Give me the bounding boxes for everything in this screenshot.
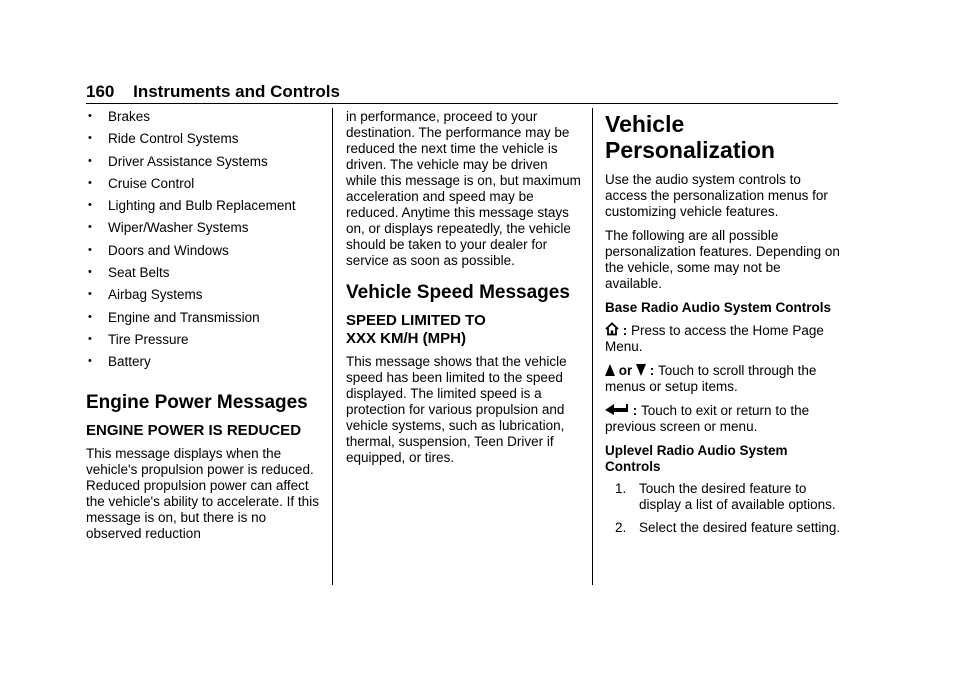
list-item: • Engine and Transmission <box>86 310 322 332</box>
list-item: • Airbag Systems <box>86 287 322 309</box>
back-control-text: Touch to exit or return to the previous screen or menu. <box>605 403 810 434</box>
list-item <box>605 481 841 513</box>
column-1 <box>86 109 322 550</box>
personalization-title <box>605 111 841 163</box>
scroll-control-text: Touch to scroll through the menus or setup items. <box>605 363 817 394</box>
scroll-control: or : Touch to scroll through the menus or setup items. <box>605 363 817 394</box>
list-item: • Cruise Control <box>86 176 322 198</box>
down-arrow-icon <box>636 363 646 379</box>
page-number: 160 <box>86 82 115 101</box>
step-number: 2. <box>615 520 627 535</box>
speed-messages-heading: Vehicle Speed Messages <box>346 282 570 303</box>
list-item: • Ride Control Systems <box>86 131 322 153</box>
speed-limited-subheading-line1: SPEED LIMITED TO <box>346 312 486 329</box>
list-item: • Wiper/Washer Systems <box>86 220 322 242</box>
uplevel-radio-label: Uplevel Radio Audio System Controls <box>605 443 788 474</box>
page-header <box>86 82 838 104</box>
home-control-text: Press to access the Home Page Menu. <box>605 323 824 354</box>
home-control: : Press to access the Home Page Menu. <box>605 323 824 354</box>
home-icon <box>605 322 619 339</box>
step-number: 1. <box>615 481 627 496</box>
column-divider-1 <box>332 108 333 585</box>
list-item: • Driver Assistance Systems <box>86 154 322 176</box>
engine-power-text: This message displays when the vehicle's propulsion power is reduced. Reduced propulsion power can affect the vehicle's ability to accelerate. If this message is on, but there is no observed reduction <box>86 445 319 541</box>
list-item: • Seat Belts <box>86 265 322 287</box>
section-title: Instruments and Controls <box>133 82 340 101</box>
base-radio-label: Base Radio Audio System Controls <box>605 300 832 315</box>
speed-limited-text: This message shows that the vehicle speed has been limited to the speed displayed. The limited speed is a protection for various propulsion and vehicle systems, such as lubrication, thermal, suspension, Teen Driver if equipped, or tires. <box>346 354 567 465</box>
engine-power-subheading: ENGINE POWER IS REDUCED <box>86 421 302 439</box>
system-list <box>86 109 322 377</box>
list-item: • Lighting and Bulb Replacement <box>86 198 322 220</box>
back-control: : Touch to exit or return to the previous screen or menu. <box>605 403 810 434</box>
uplevel-steps <box>605 481 841 536</box>
column-3 <box>605 109 841 543</box>
engine-power-heading: Engine Power Messages <box>86 391 308 413</box>
column-divider-2 <box>592 108 593 585</box>
list-item: • Doors and Windows <box>86 243 322 265</box>
up-arrow-icon <box>605 363 615 379</box>
personalization-availability: The following are all possible personalization features. Depending on the vehicle, some may not be available. <box>605 228 840 291</box>
list-item: • Battery <box>86 354 322 376</box>
personalization-title-line1: Vehicle <box>605 111 685 137</box>
personalization-title-line2: Personalization <box>605 137 775 163</box>
engine-power-continued-text: in performance, proceed to your destination. The performance may be reduced the next time the vehicle is driven. The vehicle may be driven while this message is on, but maximum acceleration and speed may be reduced. Anytime this message stays on, or displays repeatedly, the vehicle should be taken to your dealer for service as soon as possible. <box>346 109 581 268</box>
column-2 <box>346 109 582 474</box>
list-item: • Brakes <box>86 109 322 131</box>
step-text: Touch the desired feature to display a list of available options. <box>639 481 836 512</box>
back-arrow-icon <box>605 403 629 419</box>
step-text: Select the desired feature setting. <box>639 520 841 535</box>
or-word: or <box>618 363 633 378</box>
personalization-intro: Use the audio system controls to access the personalization menus for customizing vehicle features. <box>605 172 828 219</box>
list-item: • Tire Pressure <box>86 332 322 354</box>
list-item <box>605 520 841 536</box>
speed-limited-subheading-line2: XXX KM/H (MPH) <box>346 330 466 347</box>
